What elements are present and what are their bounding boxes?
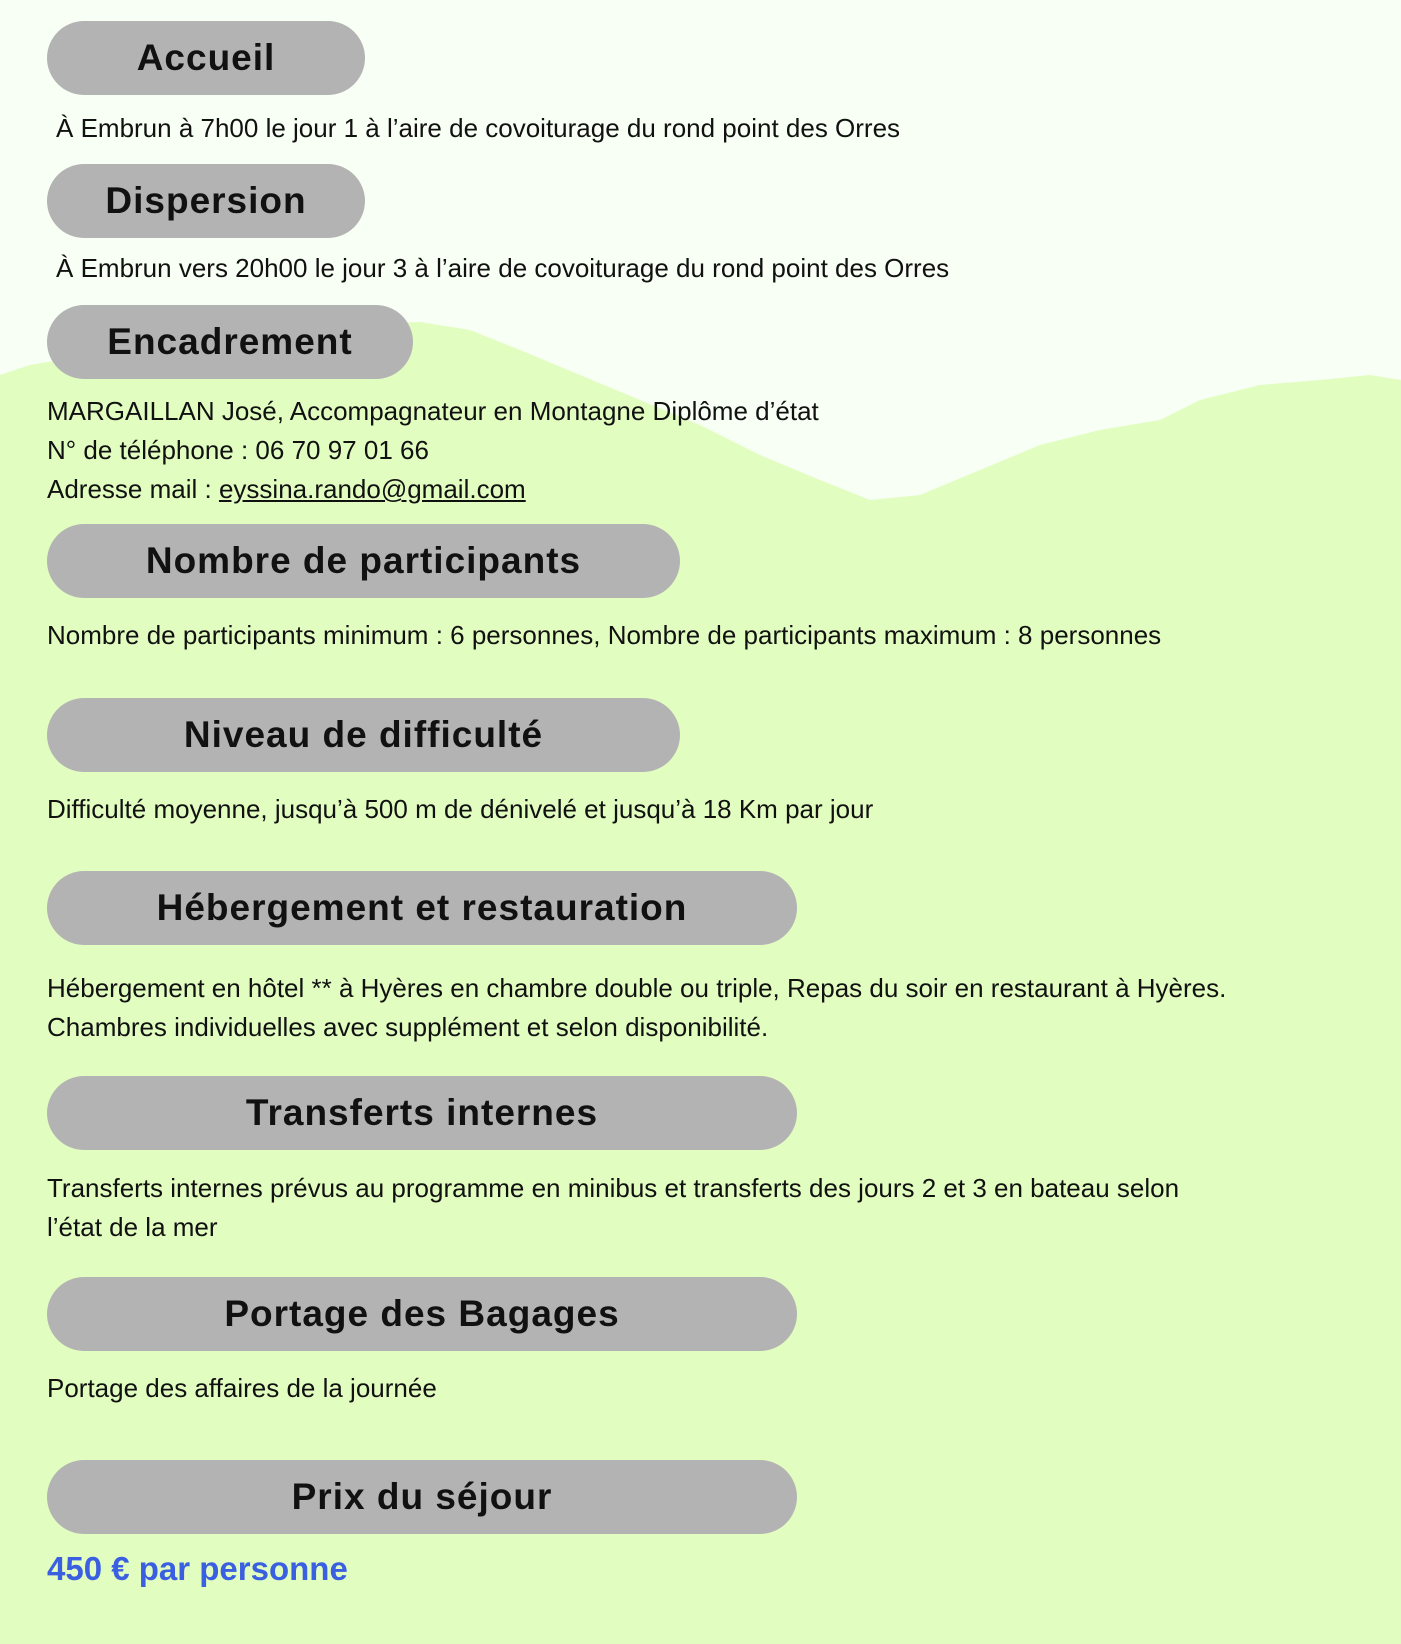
difficulte-text: Difficulté moyenne, jusqu’à 500 m de dénivelé et jusqu’à 18 Km par jour xyxy=(47,794,874,824)
section-heading-accueil: Accueil xyxy=(47,21,365,95)
section-heading-dispersion: Dispersion xyxy=(47,164,365,238)
dispersion-text: À Embrun vers 20h00 le jour 3 à l’aire de covoiturage du rond point des Orres xyxy=(56,253,950,283)
email-link[interactable]: eyssina.rando@gmail.com xyxy=(218,474,526,504)
email-label: Adresse mail : xyxy=(47,474,219,504)
section-heading-hebergement: Hébergement et restauration xyxy=(47,871,797,945)
price-text: 450 € par personne xyxy=(47,1550,348,1587)
guide-name: MARGAILLAN José, Accompagnateur en Montagne Diplôme d’état xyxy=(47,396,819,426)
section-heading-difficulte: Niveau de difficulté xyxy=(47,698,680,772)
hebergement-text-2: Chambres individuelles avec supplément et selon disponibilité. xyxy=(47,1012,769,1042)
accueil-text: À Embrun à 7h00 le jour 1 à l’aire de covoiturage du rond point des Orres xyxy=(56,113,901,143)
section-heading-transferts: Transferts internes xyxy=(47,1076,797,1150)
participants-text: Nombre de participants minimum : 6 personnes, Nombre de participants maximum : 8 personnes xyxy=(47,620,1162,650)
guide-phone: N° de téléphone : 06 70 97 01 66 xyxy=(47,435,429,465)
hebergement-text-1: Hébergement en hôtel ** à Hyères en chambre double ou triple, Repas du soir en restaurant à Hyères. xyxy=(47,973,1227,1003)
section-heading-prix: Prix du séjour xyxy=(47,1460,797,1534)
section-heading-encadrement: Encadrement xyxy=(47,305,413,379)
portage-text: Portage des affaires de la journée xyxy=(47,1373,437,1403)
guide-email-line xyxy=(47,470,526,509)
transferts-text-1: Transferts internes prévus au programme en minibus et transferts des jours 2 et 3 en bateau selon xyxy=(47,1173,1180,1203)
section-heading-portage: Portage des Bagages xyxy=(47,1277,797,1351)
section-heading-participants: Nombre de participants xyxy=(47,524,680,598)
transferts-text-2: l’état de la mer xyxy=(47,1212,218,1242)
